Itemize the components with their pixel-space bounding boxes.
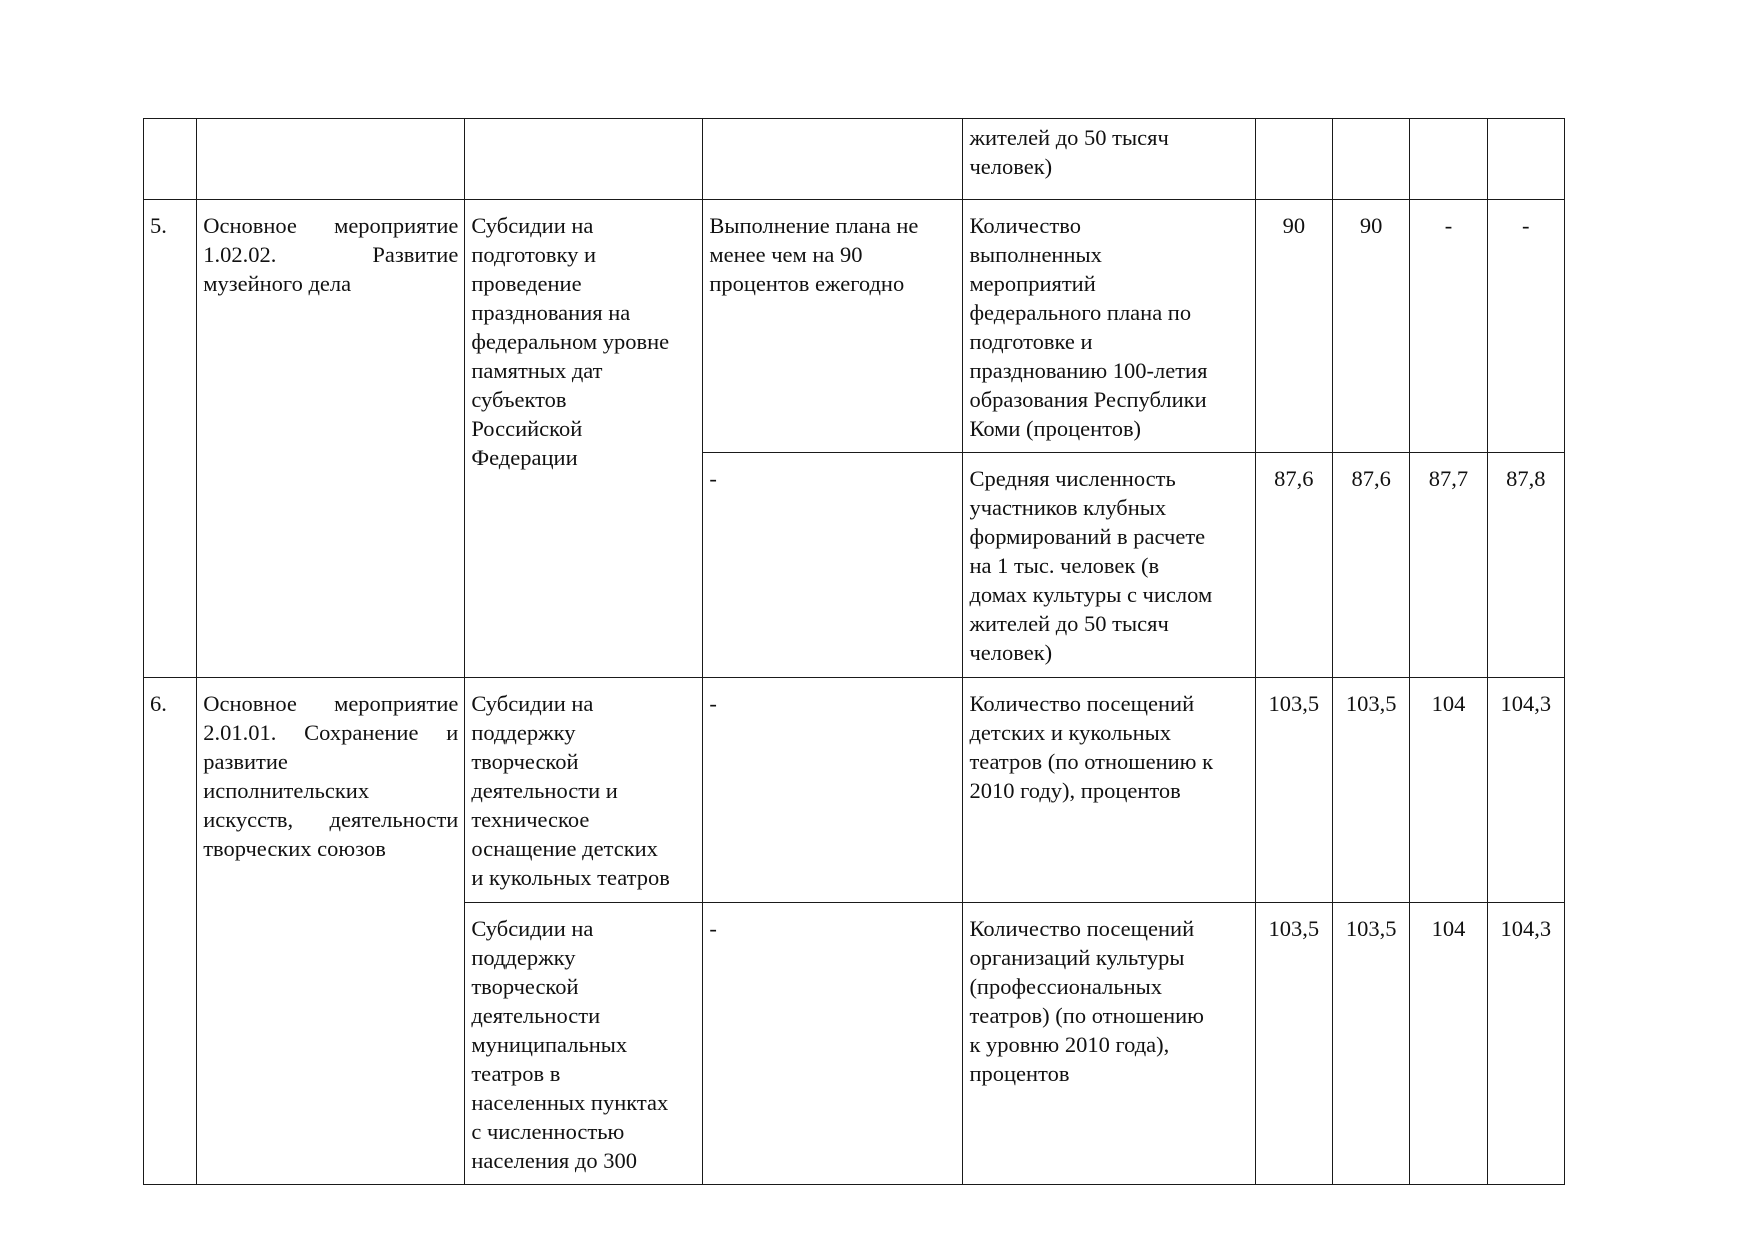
subsidy-line: театров в <box>471 1061 561 1086</box>
cell-indicator <box>963 903 1255 1185</box>
indicator-line: Количество посещений <box>969 916 1195 941</box>
subsidy-line: празднования на <box>471 300 631 325</box>
indicator-line: празднованию 100-летия <box>969 358 1208 383</box>
cell-value: 103,5 <box>1332 903 1409 1185</box>
subsidy-line: техническое <box>471 807 590 832</box>
event-line: 2.01.01. Сохранение и <box>203 720 459 745</box>
cell-subsidy <box>465 119 703 200</box>
subsidy-line: Субсидии на <box>471 213 594 238</box>
subsidy-line: поддержку <box>471 945 576 970</box>
indicator-line: подготовке и <box>969 329 1093 354</box>
cell-subsidy <box>465 200 703 678</box>
cell-num: 6. <box>144 678 197 1185</box>
cell-event <box>197 200 465 678</box>
subsidy-line: оснащение детских <box>471 836 658 861</box>
subsidy-line: памятных дат <box>471 358 603 383</box>
subsidy-line: деятельности <box>471 1003 601 1028</box>
cell-value <box>1410 119 1487 200</box>
indicator-line: человек) <box>969 154 1053 179</box>
table-row-continuation <box>144 119 1565 200</box>
indicator-line: Количество <box>969 213 1081 238</box>
indicator-line: Средняя численность <box>969 466 1176 491</box>
cell-value: - <box>1487 200 1564 453</box>
subsidy-line: проведение <box>471 271 582 296</box>
indicator-line: человек) <box>969 640 1053 665</box>
cell-result: - <box>703 453 963 678</box>
cell-value: 87,6 <box>1332 453 1409 678</box>
cell-value: 103,5 <box>1255 903 1332 1185</box>
subsidy-line: субъектов <box>471 387 567 412</box>
indicator-line: Коми (процентов) <box>969 416 1142 441</box>
indicator-line: (профессиональных <box>969 974 1162 999</box>
event-line: музейного дела <box>203 271 352 296</box>
indicator-line: жителей до 50 тысяч <box>969 611 1169 636</box>
indicator-line: выполненных <box>969 242 1102 267</box>
table-row <box>144 200 1565 453</box>
result-line: менее чем на 90 <box>709 242 863 267</box>
event-line: творческих союзов <box>203 836 386 861</box>
indicator-line: театров (по отношению к <box>969 749 1214 774</box>
cell-indicator <box>963 200 1255 453</box>
subsidy-line: поддержку <box>471 720 576 745</box>
cell-indicator <box>963 119 1255 200</box>
cell-value <box>1255 119 1332 200</box>
result-line: Выполнение плана не <box>709 213 919 238</box>
indicator-line: формирований в расчете <box>969 524 1206 549</box>
indicator-line: федерального плана по <box>969 300 1192 325</box>
cell-num: 5. <box>144 200 197 678</box>
subsidy-line: творческой <box>471 749 579 774</box>
indicator-line: Количество посещений <box>969 691 1195 716</box>
cell-value: 104,3 <box>1487 678 1564 903</box>
cell-value: 90 <box>1255 200 1332 453</box>
cell-value: 90 <box>1332 200 1409 453</box>
cell-indicator <box>963 453 1255 678</box>
cell-subsidy <box>465 678 703 903</box>
subsidy-line: федеральном уровне <box>471 329 670 354</box>
indicator-line: театров) (по отношению <box>969 1003 1204 1028</box>
event-line: Основное мероприятие <box>203 691 459 716</box>
cell-value <box>1332 119 1409 200</box>
event-line: Основное мероприятие <box>203 213 459 238</box>
subsidy-line: и кукольных театров <box>471 865 670 890</box>
cell-value <box>1487 119 1564 200</box>
cell-value: 104 <box>1410 678 1487 903</box>
cell-result <box>703 119 963 200</box>
indicator-line: образования Республики <box>969 387 1207 412</box>
subsidy-line: деятельности и <box>471 778 618 803</box>
cell-value: 87,6 <box>1255 453 1332 678</box>
subsidy-line: муниципальных <box>471 1032 628 1057</box>
cell-event <box>197 678 465 1185</box>
cell-value: 87,7 <box>1410 453 1487 678</box>
cell-event <box>197 119 465 200</box>
indicator-line: детских и кукольных <box>969 720 1171 745</box>
cell-result: - <box>703 903 963 1185</box>
cell-result <box>703 200 963 453</box>
indicator-line: на 1 тыс. человек (в <box>969 553 1160 578</box>
indicator-line: участников клубных <box>969 495 1167 520</box>
indicator-line: 2010 году), процентов <box>969 778 1181 803</box>
indicator-line: организаций культуры <box>969 945 1185 970</box>
event-line: развитие <box>203 749 288 774</box>
indicator-line: домах культуры с числом <box>969 582 1213 607</box>
subsidy-line: населенных пунктах <box>471 1090 669 1115</box>
indicator-line: жителей до 50 тысяч <box>969 125 1169 150</box>
cell-num <box>144 119 197 200</box>
indicators-table <box>143 118 1565 1185</box>
cell-value: 104 <box>1410 903 1487 1185</box>
cell-value: - <box>1410 200 1487 453</box>
event-line: исполнительских <box>203 778 370 803</box>
subsidy-line: Российской <box>471 416 583 441</box>
subsidy-line: подготовку и <box>471 242 596 267</box>
result-line: процентов ежегодно <box>709 271 905 296</box>
cell-result: - <box>703 678 963 903</box>
subsidy-line: творческой <box>471 974 579 999</box>
table-row <box>144 678 1565 903</box>
indicator-line: к уровню 2010 года), <box>969 1032 1170 1057</box>
cell-subsidy <box>465 903 703 1185</box>
indicator-line: мероприятий <box>969 271 1096 296</box>
event-line: 1.02.02. Развитие <box>203 242 459 267</box>
indicator-line: процентов <box>969 1061 1070 1086</box>
cell-value: 103,5 <box>1332 678 1409 903</box>
subsidy-line: Субсидии на <box>471 691 594 716</box>
event-line: искусств, деятельности <box>203 807 459 832</box>
cell-indicator <box>963 678 1255 903</box>
subsidy-line: Федерации <box>471 445 578 470</box>
cell-value: 103,5 <box>1255 678 1332 903</box>
cell-value: 87,8 <box>1487 453 1564 678</box>
cell-value: 104,3 <box>1487 903 1564 1185</box>
subsidy-line: Субсидии на <box>471 916 594 941</box>
subsidy-line: с численностью <box>471 1119 625 1144</box>
subsidy-line: населения до 300 <box>471 1148 637 1173</box>
